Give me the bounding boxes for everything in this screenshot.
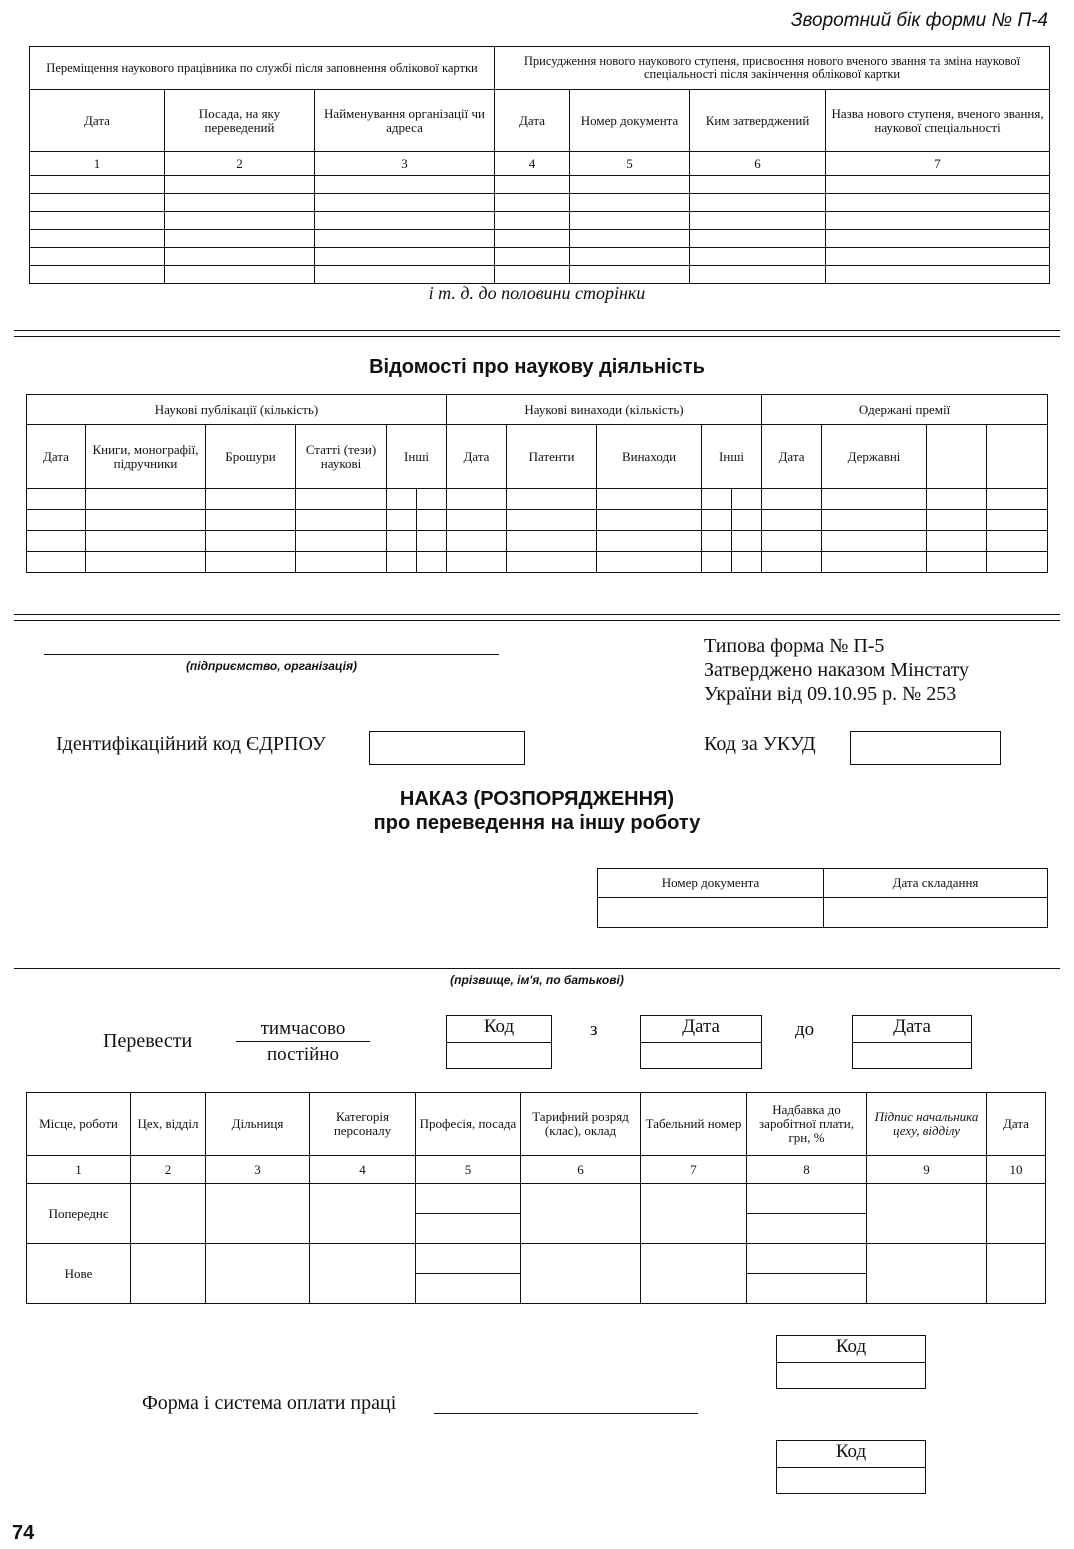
col-header: Номер документа — [570, 90, 690, 152]
col-header: Тарифний розряд (клас), оклад — [521, 1093, 641, 1156]
table-row — [27, 489, 1048, 510]
col-number: 7 — [641, 1156, 747, 1184]
col-header: Табельний номер — [641, 1093, 747, 1156]
ukud-field[interactable] — [850, 731, 1001, 765]
table-row — [30, 194, 1050, 212]
col-number: 8 — [747, 1156, 867, 1184]
table-row — [30, 212, 1050, 230]
table-row — [30, 248, 1050, 266]
employee-name-line[interactable] — [14, 968, 1060, 969]
form-approval-date-line: України від 09.10.95 р. № 253 — [704, 683, 957, 705]
group-header-prizes: Одержані премії — [762, 395, 1048, 425]
col-number: 7 — [826, 152, 1050, 176]
col-number: 10 — [987, 1156, 1046, 1184]
permanent-option[interactable]: постійно — [267, 1044, 339, 1065]
col-number: 2 — [131, 1156, 206, 1184]
doc-number-field[interactable] — [598, 898, 824, 928]
col-number: 6 — [690, 152, 826, 176]
col-header: Найменування організації чи адреса — [315, 90, 495, 152]
group-header-degree: Присудження нового наукового ступеня, присвоєння нового вченого звання та зміна наукової спеціальності після закінчення облікової картки — [495, 47, 1050, 90]
col-header: Цех, відділ — [131, 1093, 206, 1156]
edrpou-label: Ідентифікаційний код ЄДРПОУ — [56, 733, 326, 755]
transfer-details-table — [26, 1092, 1046, 1304]
col-header: Статті (тези) наукові — [296, 425, 387, 489]
col-header: Назва нового ступеня, вченого звання, наукової спеціальності — [826, 90, 1050, 152]
order-title — [0, 787, 1074, 835]
col-header: Посада, на яку переведений — [165, 90, 315, 152]
form-approval-line: Затверджено наказом Мінстату — [704, 659, 970, 681]
col-header: Патенти — [507, 425, 597, 489]
order-title-line1: НАКАЗ (РОЗПОРЯДЖЕННЯ) — [399, 788, 675, 810]
table-row-new — [27, 1244, 1046, 1274]
col-header: Інші — [702, 425, 762, 489]
staff-movement-table — [29, 46, 1050, 284]
organization-line[interactable] — [44, 654, 499, 655]
col-number: 3 — [315, 152, 495, 176]
from-label: з — [590, 1019, 598, 1040]
doc-number-header: Номер документа — [598, 869, 824, 898]
page-number: 74 — [12, 1522, 35, 1544]
document-info-table — [597, 868, 1048, 928]
section-divider — [14, 330, 1060, 337]
science-section-title: Відомості про наукову діяльність — [369, 356, 705, 378]
table-row — [30, 266, 1050, 284]
science-activity-table — [26, 394, 1048, 573]
row-label-previous: Попереднє — [27, 1184, 131, 1244]
form-type-line: Типова форма № П-5 — [704, 635, 885, 657]
temporary-option[interactable]: тимчасово — [260, 1018, 346, 1039]
row-label-new: Нове — [27, 1244, 131, 1304]
transfer-label: Перевести — [103, 1030, 193, 1052]
table-footnote: і т. д. до половини сторінки — [428, 283, 646, 303]
table-row — [27, 531, 1048, 552]
col-number: 1 — [30, 152, 165, 176]
col-number: 1 — [27, 1156, 131, 1184]
pay-system-line[interactable] — [434, 1413, 698, 1414]
table-row — [30, 230, 1050, 248]
employee-name-caption: (прізвище, ім'я, по батькові) — [450, 973, 624, 987]
col-header: Категорія персоналу — [310, 1093, 416, 1156]
group-header-publications: Наукові публікації (кількість) — [27, 395, 447, 425]
col-header: Місце, роботи — [27, 1093, 131, 1156]
organization-caption: (підприємство, організація) — [185, 659, 358, 673]
col-header: Дата — [762, 425, 822, 489]
col-header: Дата — [987, 1093, 1046, 1156]
col-number: 3 — [206, 1156, 310, 1184]
col-header: Надбавка до заробітної плати, грн, % — [747, 1093, 867, 1156]
date-to-label: Дата — [853, 1016, 971, 1043]
table-row — [27, 510, 1048, 531]
col-header: Брошури — [206, 425, 296, 489]
doc-date-field[interactable] — [824, 898, 1048, 928]
col-number: 6 — [521, 1156, 641, 1184]
date-from-label: Дата — [641, 1016, 761, 1043]
col-number: 4 — [495, 152, 570, 176]
to-label: до — [795, 1019, 815, 1040]
col-header: Дата — [447, 425, 507, 489]
col-header: Дата — [495, 90, 570, 152]
col-header: Професія, посада — [416, 1093, 521, 1156]
pay-system-label: Форма і система оплати праці — [142, 1392, 397, 1414]
col-number: 2 — [165, 152, 315, 176]
col-header: Державні — [822, 425, 927, 489]
form-type-block — [704, 634, 969, 706]
date-from-box[interactable] — [640, 1015, 762, 1069]
pay-code-label: Код — [777, 1336, 925, 1363]
col-header: Інші — [387, 425, 447, 489]
col-header: Книги, монографії, підручники — [86, 425, 206, 489]
order-title-line2: про переведення на іншу роботу — [373, 812, 701, 834]
fraction-line — [236, 1041, 370, 1042]
col-header: Дільниця — [206, 1093, 310, 1156]
second-code-box[interactable] — [776, 1440, 926, 1494]
col-number: 4 — [310, 1156, 416, 1184]
group-header-inventions: Наукові винаходи (кількість) — [447, 395, 762, 425]
col-header: Винаходи — [597, 425, 702, 489]
group-header-movement: Переміщення наукового працівника по службі після заповнення облікової картки — [30, 47, 495, 90]
doc-date-header: Дата складання — [824, 869, 1048, 898]
col-number: 9 — [867, 1156, 987, 1184]
ukud-label: Код за УКУД — [704, 733, 816, 755]
col-header: Дата — [27, 425, 86, 489]
date-to-box[interactable] — [852, 1015, 972, 1069]
col-header: Дата — [30, 90, 165, 152]
section-divider — [14, 614, 1060, 621]
second-code-label: Код — [777, 1441, 925, 1468]
col-number: 5 — [570, 152, 690, 176]
table-row-previous — [27, 1184, 1046, 1214]
col-number: 5 — [416, 1156, 521, 1184]
transfer-code-box[interactable] — [446, 1015, 552, 1069]
edrpou-field[interactable] — [369, 731, 525, 765]
pay-code-box[interactable] — [776, 1335, 926, 1389]
form-reverse-label: Зворотний бік форми № П-4 — [790, 10, 1048, 31]
table-row — [30, 176, 1050, 194]
col-header: Підпис начальника цеху, відділу — [867, 1093, 987, 1156]
col-header: Ким затверджений — [690, 90, 826, 152]
transfer-code-label: Код — [447, 1016, 551, 1043]
table-row — [27, 552, 1048, 573]
